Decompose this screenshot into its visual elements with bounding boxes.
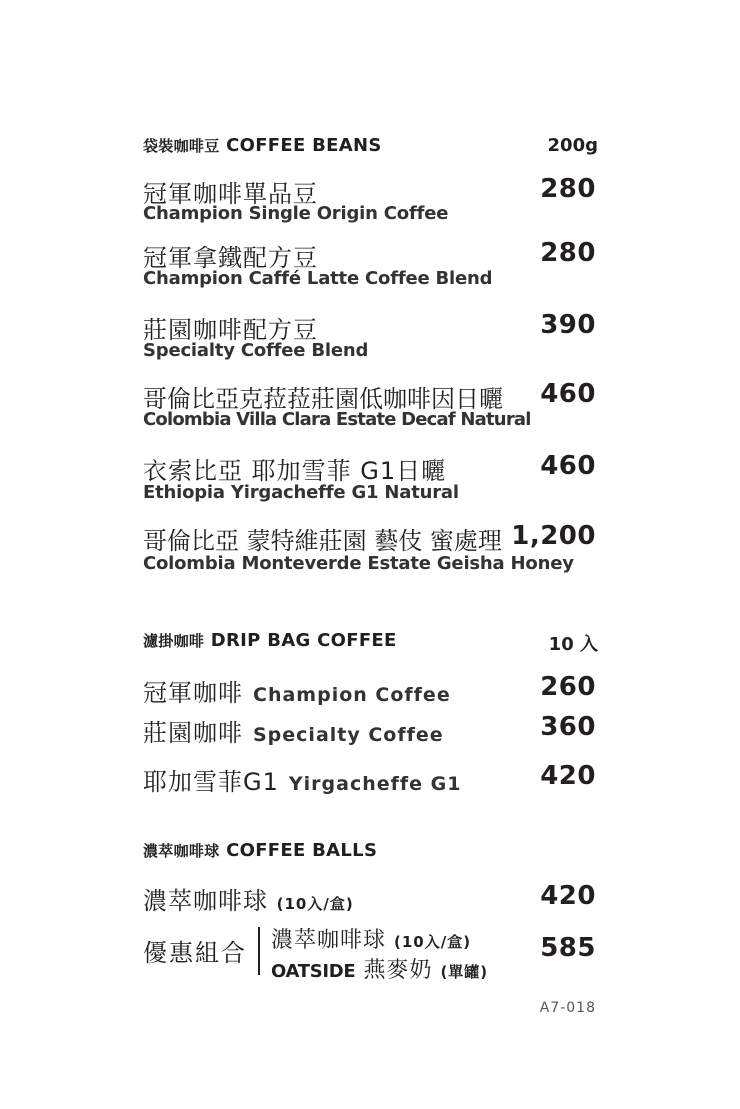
item-zh: 莊園咖啡配方豆 (143, 316, 318, 344)
item-en: Champion Caffé Latte Coffee Blend (143, 268, 493, 289)
section-title-zh: 濾掛咖啡 (143, 632, 205, 650)
section-title-zh: 濃萃咖啡球 (143, 842, 220, 860)
item-price: 390 (540, 310, 596, 340)
item-en: Champion Single Origin Coffee (143, 203, 449, 224)
item-price: 460 (540, 379, 596, 409)
item-price: 260 (540, 672, 596, 702)
oatside-brand: OATSIDE (271, 961, 356, 982)
combo-line2-note: (單罐) (440, 963, 489, 981)
section-title-en: COFFEE BALLS (226, 840, 378, 861)
item-price: 360 (540, 712, 596, 742)
item-zh: 冠軍拿鐵配方豆 (143, 244, 318, 272)
drip-item (143, 673, 451, 708)
section-title-zh: 袋裝咖啡豆 (143, 137, 220, 155)
drip-item (143, 713, 444, 748)
drip-unit: 10 入 (548, 634, 598, 655)
item-price: 420 (540, 761, 596, 791)
balls-item (143, 881, 354, 916)
item-zh: 哥倫比亞 蒙特維莊園 藝伎 蜜處理 (143, 527, 502, 555)
item-note: (10入/盒) (276, 895, 354, 913)
item-en: Specialty Coffee Blend (143, 340, 369, 361)
item-zh: 冠軍咖啡 (143, 679, 243, 707)
item-zh: 衣索比亞 耶加雪菲 G1日曬 (143, 457, 447, 485)
combo-line1-note: (10入/盒) (394, 933, 472, 951)
combo-price: 585 (540, 933, 596, 963)
item-zh: 濃萃咖啡球 (143, 887, 268, 915)
item-price: 460 (540, 451, 596, 481)
item-zh: 耶加雪菲G1 (143, 768, 279, 796)
item-zh: 哥倫比亞克菈菈莊園低咖啡因日曬 (143, 385, 503, 413)
section-title-balls (143, 840, 377, 861)
beans-unit: 200g (547, 135, 598, 156)
menu-code: A7-018 (539, 1000, 596, 1016)
item-en: Colombia Villa Clara Estate Decaf Natural (143, 409, 531, 430)
item-en: Champion Coffee (253, 684, 451, 706)
combo-line1-zh: 濃萃咖啡球 (271, 928, 387, 953)
item-zh: 冠軍咖啡單品豆 (143, 180, 318, 208)
item-en: Yirgacheffe G1 (288, 773, 462, 795)
item-zh: 莊園咖啡 (143, 719, 243, 747)
item-en: Specialty Coffee (253, 724, 444, 746)
combo-line2 (271, 953, 488, 984)
item-price: 280 (540, 238, 596, 268)
section-title-beans (143, 135, 382, 156)
drip-item (143, 762, 461, 797)
combo-line2-zh: 燕麥奶 (363, 958, 433, 983)
combo-divider (258, 927, 260, 975)
section-title-drip (143, 630, 397, 651)
section-title-en: DRIP BAG COFFEE (210, 630, 397, 651)
item-en: Colombia Monteverde Estate Geisha Honey (143, 553, 574, 574)
item-price: 1,200 (511, 521, 596, 551)
item-price: 420 (540, 881, 596, 911)
section-title-en: COFFEE BEANS (226, 135, 382, 156)
combo-line1 (271, 923, 471, 954)
item-price: 280 (540, 174, 596, 204)
item-en: Ethiopia Yirgacheffe G1 Natural (143, 482, 459, 503)
combo-label: 優惠組合 (143, 939, 247, 967)
